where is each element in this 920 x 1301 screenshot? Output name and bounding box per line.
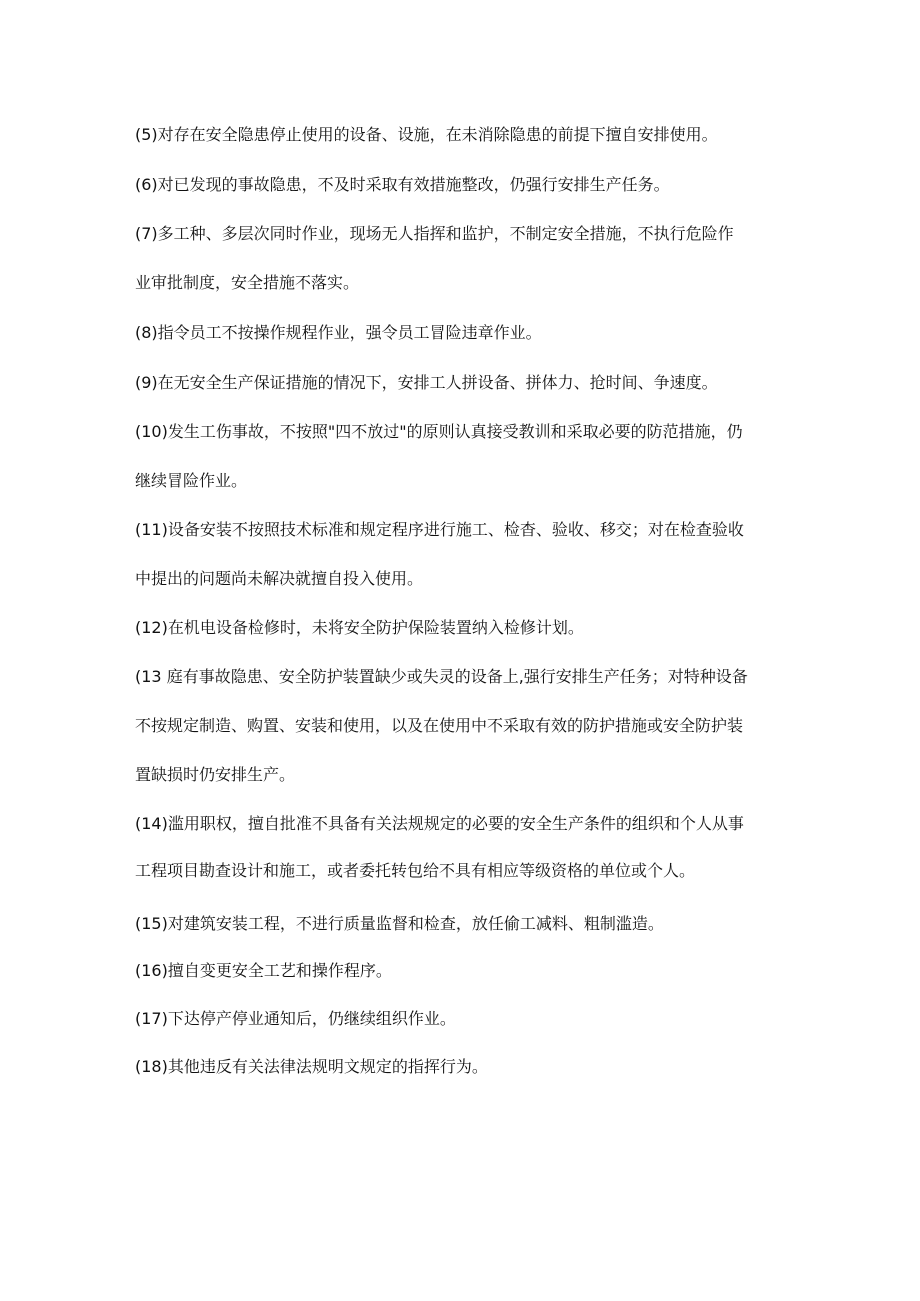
text-line-item-10: (10)发生工伤事故，不按照"四不放过"的原则认真接受教训和采取必要的防范措施，仍 [135, 422, 743, 441]
text-line-item-13-cont-2: 置缺损时仍安排生产。 [135, 765, 296, 784]
text-line-item-8: (8)指令员工不按操作规程作业，强令员工冒险违章作业。 [135, 323, 542, 342]
text-line-item-17: (17)下达停产停业通知后，仍继续组织作业。 [135, 1009, 456, 1028]
text-line-item-14-cont: 工程项目勘查设计和施工，或者委托转包给不具有相应等级资格的单位或个人。 [135, 861, 696, 880]
text-line-item-11-cont: 中提出的问题尚未解决就擅自投入使用。 [135, 569, 424, 588]
text-line-item-16: (16)擅自变更安全工艺和操作程序。 [135, 961, 392, 980]
text-line-item-5: (5)对存在安全隐患停止使用的设备、设施，在未消除隐患的前提下擅自安排使用。 [135, 125, 718, 144]
text-line-item-11: (11)设备安装不按照技术标准和规定程序进行施工、检杳、验收、移交；对在检查验收 [135, 520, 744, 539]
text-line-item-10-cont: 继续冒险作业。 [135, 471, 248, 490]
text-line-item-7: (7)多工种、多层次同时作业，现场无人指挥和监护，不制定安全措施，不执行危险作 [135, 224, 734, 243]
text-line-item-12: (12)在机电设备检修时，未将安全防护保险装置纳入检修计划。 [135, 618, 584, 637]
text-line-item-18: (18)其他违反有关法律法规明文规定的指挥行为。 [135, 1057, 488, 1076]
text-line-item-15: (15)对建筑安装工程，不进行质量监督和检查，放任偷工减料、粗制滥造。 [135, 914, 664, 933]
text-line-item-7-cont: 业审批制度，安全措施不落实。 [135, 273, 360, 292]
text-line-item-14: (14)滥用职权，擅自批准不具备有关法规规定的必要的安全生产条件的组织和个人从事 [135, 814, 744, 833]
text-line-item-9: (9)在无安全生产保证措施的情况下，安排工人拼设备、拼体力、抢时间、争速度。 [135, 373, 718, 392]
text-line-item-13: (13 庭有事故隐患、安全防护装置缺少或失灵的设备上,强行安排生产任务；对特种设备 [135, 667, 748, 686]
text-line-item-13-cont-1: 不按规定制造、购置、安装和使用，以及在使用中不采取有效的防护措施或安全防护装 [135, 716, 744, 735]
text-line-item-6: (6)对已发现的事故隐患，不及时采取有效措施整改，仍强行安排生产任务。 [135, 175, 670, 194]
